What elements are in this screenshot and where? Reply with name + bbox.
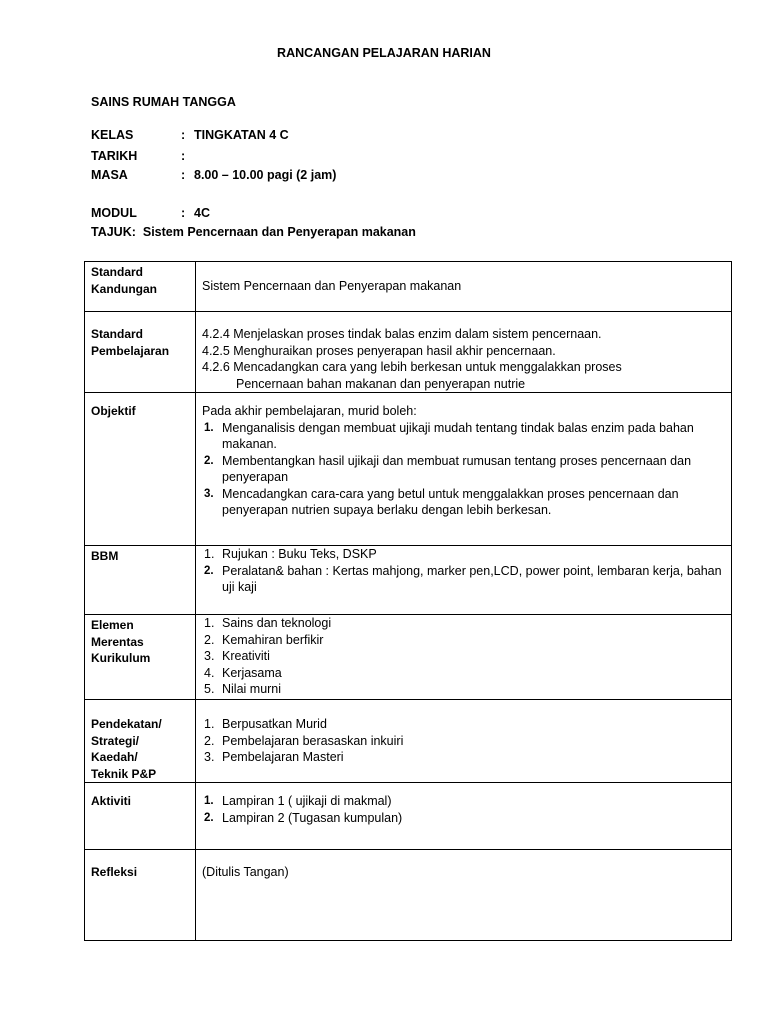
lesson-plan-table (84, 261, 732, 941)
list-item: 2. Kemahiran berfikir (204, 632, 324, 647)
item-text: Mencadangkan cara-cara yang betul untuk menggalakkan proses pencernaan dan penyerapan nutrien supaya berlaku dengan lebih berkesan. (222, 486, 679, 517)
item-text: Kreativiti (222, 649, 270, 663)
label-line: Kurikulum (91, 651, 151, 665)
row-pendekatan (85, 700, 732, 783)
kelas-value: TINGKATAN 4 C (194, 128, 289, 142)
value-aktiviti (196, 783, 732, 850)
list-item: 2. Membentangkan hasil ujikaji dan membuat rumusan tentang proses pencernaan dan penyerapan (204, 453, 692, 484)
kelas-colon: : (181, 128, 186, 142)
masa-line (91, 168, 336, 182)
label-line: Elemen (91, 618, 134, 632)
list-item: 1. Sains dan teknologi (204, 616, 332, 630)
row-bbm (85, 546, 732, 615)
aktiviti-list (202, 793, 725, 826)
item-text: Kemahiran berfikir (222, 632, 324, 647)
label-aktiviti: Aktiviti (85, 783, 196, 850)
list-item: 5. Nilai murni (204, 682, 282, 696)
masa-value: 8.00 – 10.00 pagi (2 jam) (194, 168, 337, 182)
modul-key: MODUL (91, 206, 137, 220)
modul-value: 4C (194, 206, 210, 220)
label-line: Kaedah/ (91, 750, 138, 764)
label-pendekatan (85, 700, 196, 783)
row-standard-pembelajaran (85, 312, 732, 393)
sp-line: 4.2.4 Menjelaskan proses tindak balas enzim dalam sistem pencernaan. (202, 327, 602, 341)
label-line: Pendekatan/ (91, 717, 162, 731)
row-aktiviti (85, 783, 732, 850)
item-text: Lampiran 1 ( ujikaji di makmal) (222, 794, 392, 808)
kelas-line (91, 128, 289, 142)
list-item: 1. Berpusatkan Murid (204, 717, 327, 731)
label-line: Standard (91, 327, 144, 341)
tarikh-line (91, 149, 194, 163)
list-item: 2. Lampiran 2 (Tugasan kumpulan) (204, 810, 403, 825)
list-item: 1. Rujukan : Buku Teks, DSKP (204, 547, 377, 561)
modul-line (91, 206, 210, 220)
kelas-key: KELAS (91, 128, 134, 142)
sp-line: 4.2.5 Menghuraikan proses penyerapan hasil akhir pencernaan. (202, 343, 556, 358)
item-text: Pembelajaran berasaskan inkuiri (222, 733, 404, 748)
value-bbm (196, 546, 732, 615)
row-elemen-merentas-kurikulum (85, 615, 732, 700)
item-text: Rujukan : Buku Teks, DSKP (222, 547, 377, 561)
value-pendekatan (196, 700, 732, 783)
item-text: Lampiran 2 (Tugasan kumpulan) (222, 810, 403, 825)
label-line: Kandungan (91, 281, 157, 296)
sp-line: Pencernaan bahan makanan dan penyerapan nutrie (236, 376, 526, 391)
pendekatan-list (202, 716, 725, 766)
list-item: 2. Pembelajaran berasaskan inkuiri (204, 733, 404, 748)
tajuk-key: TAJUK: (91, 225, 136, 239)
sp-line: 4.2.6 Mencadangkan cara yang lebih berkesan untuk menggalakkan proses (202, 360, 622, 374)
item-text: Peralatan& bahan : Kertas mahjong, marker pen,LCD, power point, lembaran kerja, bahan uji kaji (222, 563, 722, 594)
label-refleksi: Refleksi (85, 850, 196, 941)
tarikh-colon: : (181, 149, 186, 163)
modul-colon: : (181, 206, 186, 220)
list-item: 3. Pembelajaran Masteri (204, 750, 344, 764)
label-line: Teknik P&P (91, 766, 157, 781)
label-line: Strategi/ (91, 733, 140, 748)
objektif-intro: Pada akhir pembelajaran, murid boleh: (202, 404, 417, 418)
tarikh-key: TARIKH (91, 149, 138, 163)
row-standard-kandungan (85, 262, 732, 312)
label-standard-kandungan (85, 262, 196, 312)
label-line: Standard (91, 265, 144, 279)
item-text: Sains dan teknologi (222, 616, 332, 630)
document-title: RANCANGAN PELAJARAN HARIAN (277, 46, 491, 60)
elemen-list (202, 615, 725, 698)
value-standard-kandungan: Sistem Pencernaan dan Penyerapan makanan (196, 262, 732, 312)
row-objektif (85, 393, 732, 546)
list-item: 1. Menganalisis dengan membuat ujikaji mudah tentang tindak balas enzim pada bahan makanan. (204, 420, 694, 451)
label-standard-pembelajaran (85, 312, 196, 393)
value-standard-pembelajaran (196, 312, 732, 393)
item-text: Berpusatkan Murid (222, 717, 327, 731)
tajuk-value: Sistem Pencernaan dan Penyerapan makanan (142, 225, 416, 239)
item-text: Nilai murni (222, 682, 282, 696)
tajuk-line (91, 225, 416, 239)
label-bbm: BBM (85, 546, 196, 615)
item-text: Membentangkan hasil ujikaji dan membuat rumusan tentang proses pencernaan dan penyerapan (222, 453, 692, 484)
list-item: 4. Kerjasama (204, 665, 282, 680)
masa-colon: : (181, 168, 186, 182)
masa-key: MASA (91, 168, 128, 182)
value-elemen (196, 615, 732, 700)
label-line: Merentas (91, 634, 144, 649)
value-objektif (196, 393, 732, 546)
label-elemen (85, 615, 196, 700)
item-text: Menganalisis dengan membuat ujikaji mudah tentang tindak balas enzim pada bahan makanan. (222, 420, 694, 451)
label-objektif: Objektif (85, 393, 196, 546)
value-refleksi: (Ditulis Tangan) (196, 850, 732, 941)
row-refleksi (85, 850, 732, 941)
list-item: 3. Mencadangkan cara-cara yang betul untuk menggalakkan proses pencernaan dan penyerapan nutrien supaya berlaku dengan lebih berkesan. (204, 486, 679, 517)
subject-heading: SAINS RUMAH TANGGA (91, 95, 236, 109)
list-item: 1. Lampiran 1 ( ujikaji di makmal) (204, 794, 392, 808)
label-line: Pembelajaran (91, 343, 170, 358)
item-text: Kerjasama (222, 665, 282, 680)
list-item: 3. Kreativiti (204, 649, 270, 663)
bbm-list (202, 546, 725, 596)
list-item: 2. Peralatan& bahan : Kertas mahjong, marker pen,LCD, power point, lembaran kerja, bahan uji kaji (204, 563, 722, 594)
objektif-list (202, 420, 725, 519)
item-text: Pembelajaran Masteri (222, 750, 344, 764)
